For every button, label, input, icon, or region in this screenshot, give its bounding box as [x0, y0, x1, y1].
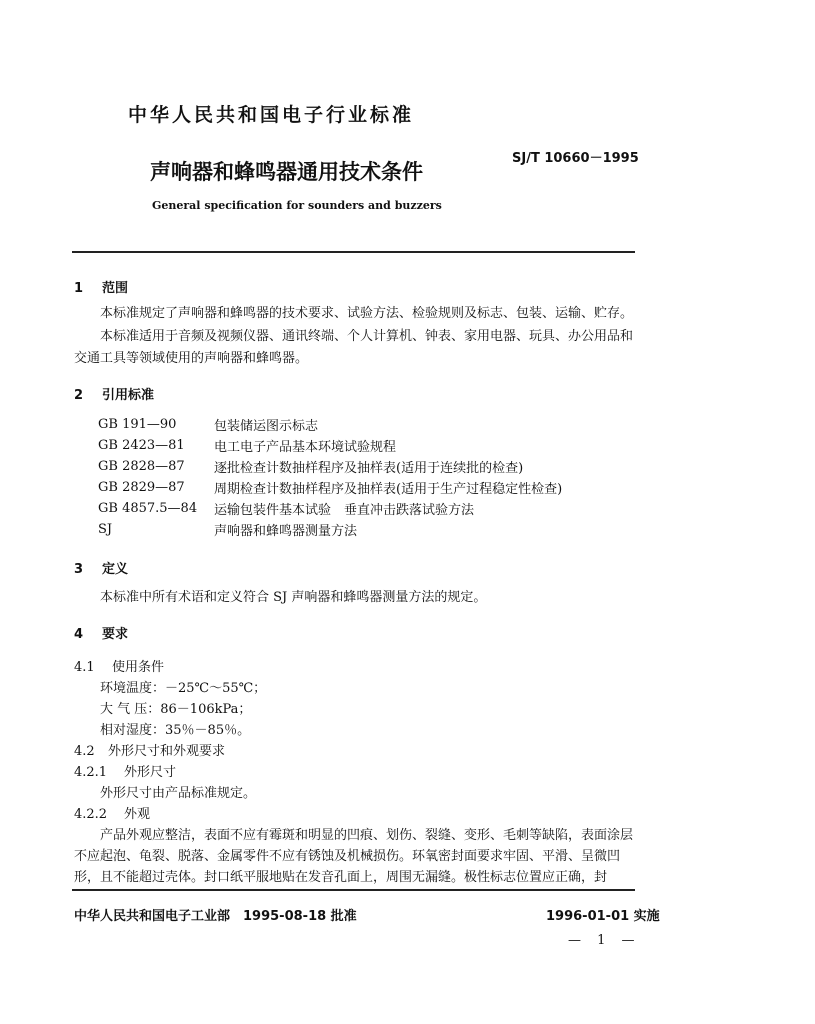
reference-code: GB 2829—87 — [98, 480, 185, 495]
subsection-4-2-1-paragraph: 外形尺寸由产品标准规定。 — [100, 786, 257, 801]
reference-title: 运输包装件基本试验 垂直冲击跌落试验方法 — [214, 503, 475, 518]
reference-title: 包装储运图示标志 — [214, 419, 319, 434]
reference-code: SJ — [98, 522, 113, 537]
appearance-paragraph-line-2: 不应起泡、龟裂、脱落、金属零件不应有锈蚀及机械损伤。环氧密封面要求牢固、平滑、呈微凹 — [74, 849, 621, 864]
section-3-paragraph: 本标准中所有术语和定义符合 SJ 声响器和蜂鸣器测量方法的规定。 — [100, 590, 487, 605]
condition-temperature: 环境温度：－25℃～55℃； — [100, 681, 267, 696]
reference-code: GB 2828—87 — [98, 459, 185, 474]
section-1-paragraph-2: 本标准适用于音频及视频仪器、通讯终端、个人计算机、钟表、家用电器、玩具、办公用品和 — [100, 329, 634, 344]
reference-code: GB 2423—81 — [98, 438, 185, 453]
reference-title: 电工电子产品基本环境试验规程 — [214, 440, 397, 455]
section-1-paragraph-2-cont: 交通工具等领域使用的声响器和蜂鸣器。 — [74, 351, 309, 366]
document-title-zh: 声响器和蜂鸣器通用技术条件 — [150, 160, 423, 184]
approval-line: 中华人民共和国电子工业部 1995-08-18 批准 — [74, 909, 357, 924]
publisher-heading: 中华人民共和国电子行业标准 — [128, 104, 415, 126]
appearance-paragraph-line-3: 形，且不能超过壳体。封口纸平服地贴在发音孔面上，周围无漏缝。极性标志位置应正确，封 — [74, 870, 608, 885]
section-4-heading: 4 要求 — [74, 627, 129, 642]
header-divider — [72, 251, 635, 253]
reference-code: GB 4857.5—84 — [98, 501, 198, 516]
reference-title: 声响器和蜂鸣器测量方法 — [214, 524, 358, 539]
footer-divider — [72, 889, 635, 891]
subsection-4-2-heading: 4.2 外形尺寸和外观要求 — [74, 744, 226, 759]
subsection-4-2-1-heading: 4.2.1 外形尺寸 — [74, 765, 177, 780]
condition-humidity: 相对湿度：35％－85％。 — [100, 723, 251, 738]
section-1-heading: 1 范围 — [74, 281, 129, 296]
document-title-en: General specification for sounders and buzzers — [152, 199, 442, 212]
reference-code: GB 191—90 — [98, 417, 177, 432]
section-3-heading: 3 定义 — [74, 562, 129, 577]
condition-pressure: 大 气 压：86－106kPa； — [100, 702, 252, 717]
subsection-4-1-heading: 4.1 使用条件 — [74, 660, 165, 675]
reference-title: 周期检查计数抽样程序及抽样表(适用于生产过程稳定性检查) — [214, 482, 563, 497]
reference-title: 逐批检查计数抽样程序及抽样表(适用于连续批的检查) — [214, 461, 524, 476]
appearance-paragraph-line-1: 产品外观应整洁，表面不应有霉斑和明显的凹痕、划伤、裂缝、变形、毛刺等缺陷，表面涂层 — [100, 828, 634, 843]
standard-code: SJ/T 10660－1995 — [512, 151, 639, 166]
implementation-date: 1996-01-01 实施 — [546, 909, 660, 924]
section-1-paragraph-1: 本标准规定了声响器和蜂鸣器的技术要求、试验方法、检验规则及标志、包装、运输、贮存。 — [100, 306, 634, 321]
page-number: — 1 — — [568, 933, 641, 948]
subsection-4-2-2-heading: 4.2.2 外观 — [74, 807, 151, 822]
section-2-heading: 2 引用标准 — [74, 388, 155, 403]
